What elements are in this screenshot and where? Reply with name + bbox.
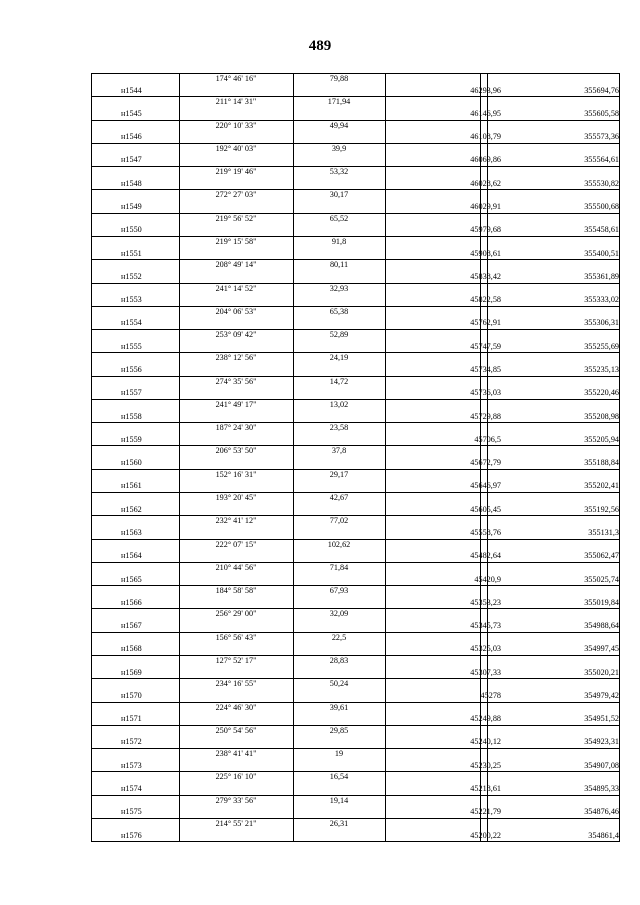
segment-length: 50,24 [329,679,349,689]
segment-length: 65,52 [329,213,349,223]
coord-y: 355220,46 [584,388,619,398]
segment-length: 171,94 [327,97,351,107]
coord-y: 354895,33 [584,784,619,794]
coord-x: 45646,97 [470,481,501,491]
segment-length: 67,93 [329,586,349,596]
segment-angle: 206° 53' 50" [215,446,257,456]
segment-length: 49,94 [329,120,349,130]
point-name: н1576 [121,830,142,840]
coord-y: 355530,82 [584,178,619,188]
coord-y: 355019,84 [584,597,619,607]
segment-angle: 279° 33' 56" [215,795,257,805]
segment-length: 32,93 [329,283,349,293]
segment-angle: 219° 56' 52" [215,213,257,223]
segment-length: 26,31 [329,818,349,828]
segment-length: 52,89 [329,330,349,340]
coord-y: 354951,52 [584,714,619,724]
segment-angle: 208° 49' 14" [215,260,257,270]
segment-length: 39,61 [329,702,349,712]
segment-angle: 127° 52' 17" [215,656,257,665]
coord-x: 45230,25 [470,760,501,770]
coord-x: 46108,79 [470,132,501,142]
point-name: н1569 [121,667,142,677]
segment-length: 28,83 [329,656,349,665]
coord-x: 45734,85 [470,365,501,374]
coord-y: 355255,69 [584,341,619,351]
segment-angle: 234° 16' 55" [215,679,257,689]
coord-x: 45200,22 [470,830,501,840]
segment-length: 91,8 [331,236,347,246]
point-name: н1557 [121,388,142,398]
segment-angle: 272° 27' 03" [215,190,257,200]
coord-x: 45762,91 [470,318,501,328]
coord-x: 45908,61 [470,248,501,258]
table-border-bottom [91,841,620,842]
point-name: н1574 [121,784,142,794]
point-name: н1573 [121,760,142,770]
point-name: н1544 [121,85,142,95]
coord-x: 45747,59 [470,341,501,351]
segment-angle: 184° 58' 58" [215,586,257,596]
segment-angle: 238° 12' 56" [215,353,257,363]
point-name: н1546 [121,132,142,142]
segment-angle: 219° 19' 46" [215,167,257,177]
segment-angle: 193° 20' 45" [215,493,257,503]
segment-angle: 232° 41' 12" [215,516,257,526]
segment-length: 19,14 [329,795,349,805]
coord-x: 45979,68 [470,225,501,235]
coord-x: 46028,62 [470,178,501,188]
coord-x: 45240,12 [470,737,501,747]
coord-x: 45221,79 [470,807,501,817]
segment-length: 30,17 [329,190,349,200]
segment-angle: 192° 40' 03" [215,143,257,153]
point-name: н1561 [121,481,142,491]
point-name: н1572 [121,737,142,747]
segment-angle: 210° 44' 56" [215,562,257,572]
point-name: н1565 [121,574,142,584]
coord-x: 45345,73 [470,621,501,631]
coord-y: 355400,51 [584,248,619,258]
coord-x: 46146,95 [470,108,501,118]
coord-y: 355192,56 [584,504,619,514]
coord-y: 354861,4 [588,830,619,840]
coord-y: 355306,31 [584,318,619,328]
segment-length: 53,32 [329,167,349,177]
segment-length: 14,72 [329,376,349,386]
coord-y: 355458,61 [584,225,619,235]
segment-length: 29,85 [329,725,349,735]
coord-y: 355500,68 [584,202,619,212]
coordinates-table [91,73,620,842]
segment-angle: 225° 16' 10" [215,772,257,782]
point-name: н1547 [121,155,142,165]
coord-y: 354997,45 [584,644,619,654]
segment-length: 16,54 [329,772,349,782]
point-name: н1558 [121,411,142,421]
coord-y: 355025,74 [584,574,619,584]
segment-angle: 152° 16' 31" [215,469,257,479]
point-name: н1562 [121,504,142,514]
coord-x: 45672,79 [470,458,501,468]
segment-angle: 219° 15' 58" [215,236,257,246]
coord-x: 46293,96 [470,85,501,95]
segment-angle: 174° 46' 16" [215,74,257,83]
point-name: н1554 [121,318,142,328]
point-name: н1563 [121,527,142,537]
segment-length: 13,02 [329,399,349,409]
segment-angle: 222° 07' 15" [215,539,257,549]
coord-y: 354979,42 [584,690,619,700]
segment-angle: 156° 56' 43" [215,632,257,642]
point-name: н1552 [121,271,142,281]
coord-y: 355205,94 [584,434,619,444]
point-name: н1570 [121,690,142,700]
point-name: н1568 [121,644,142,654]
coord-y: 354923,31 [584,737,619,747]
segment-length: 80,11 [329,260,349,270]
coord-y: 355605,58 [584,108,619,118]
coord-x: 45325,03 [470,644,501,654]
coord-x: 45420,9 [474,574,501,584]
coord-y: 354988,64 [584,621,619,631]
point-name: н1559 [121,434,142,444]
coord-x: 45822,58 [470,295,501,305]
segment-length: 23,58 [329,423,349,433]
coord-y: 354876,46 [584,807,619,817]
coord-y: 355202,41 [584,481,619,491]
coord-y: 355564,61 [584,155,619,165]
coord-x: 46069,86 [470,155,501,165]
segment-length: 22,5 [331,632,347,642]
coord-x: 45353,23 [470,597,501,607]
coord-x: 45249,88 [470,714,501,724]
point-name: н1556 [121,365,142,374]
point-name: н1553 [121,295,142,305]
segment-angle: 214° 55' 21" [215,818,257,828]
coord-x: 45838,42 [470,271,501,281]
segment-length: 29,17 [329,469,349,479]
point-name: н1545 [121,108,142,118]
segment-length: 24,19 [329,353,349,363]
coord-y: 355235,13 [584,365,619,374]
coord-x: 45482,64 [470,551,501,561]
point-name: н1550 [121,225,142,235]
segment-length: 42,67 [329,493,349,503]
coord-y: 355208,98 [584,411,619,421]
segment-angle: 204° 06' 53" [215,306,257,316]
point-name: н1575 [121,807,142,817]
segment-length: 65,38 [329,306,349,316]
segment-angle: 211° 14' 31" [215,97,257,107]
coord-y: 355573,36 [584,132,619,142]
segment-length: 79,88 [329,74,349,83]
point-name: н1549 [121,202,142,212]
point-name: н1560 [121,458,142,468]
segment-angle: 238° 41' 41" [215,749,257,759]
segment-angle: 187° 24' 30" [215,423,257,433]
coord-y: 355361,89 [584,271,619,281]
segment-angle: 253° 09' 42" [215,330,257,340]
segment-angle: 241° 14' 52" [215,283,257,293]
point-name: н1548 [121,178,142,188]
segment-length: 71,84 [329,562,349,572]
coord-x: 45706,5 [474,434,501,444]
segment-length: 102,62 [327,539,351,549]
segment-angle: 220° 10' 33" [215,120,257,130]
point-name: н1555 [121,341,142,351]
segment-length: 77,02 [329,516,349,526]
coord-x: 45218,61 [470,784,501,794]
segment-angle: 241° 49' 17" [215,399,257,409]
coord-y: 355188,84 [584,458,619,468]
coord-y: 355694,76 [584,85,619,95]
coord-x: 45278 [480,690,501,700]
segment-length: 32,09 [329,609,349,619]
segment-length: 37,8 [331,446,347,456]
point-name: н1571 [121,714,142,724]
coord-x: 45729,88 [470,411,501,421]
coord-x: 45307,33 [470,667,501,677]
coord-y: 355333,02 [584,295,619,305]
coord-y: 355020,21 [584,667,619,677]
coord-y: 355131,3 [588,527,619,537]
coord-y: 355062,47 [584,551,619,561]
page-number: 489 [308,38,332,54]
segment-angle: 224° 46' 30" [215,702,257,712]
segment-angle: 250° 54' 56" [215,725,257,735]
coord-x: 45558,76 [470,527,501,537]
segment-angle: 256° 29' 00" [215,609,257,619]
coord-x: 45736,03 [470,388,501,398]
segment-length: 39,9 [331,143,347,153]
segment-angle: 274° 35' 56" [215,376,257,386]
coord-x: 45605,45 [470,504,501,514]
segment-length: 19 [334,749,344,759]
point-name: н1567 [121,621,142,631]
point-name: н1564 [121,551,142,561]
point-name: н1566 [121,597,142,607]
coord-y: 354907,08 [584,760,619,770]
point-name: н1551 [121,248,142,258]
coord-x: 46029,91 [470,202,501,212]
